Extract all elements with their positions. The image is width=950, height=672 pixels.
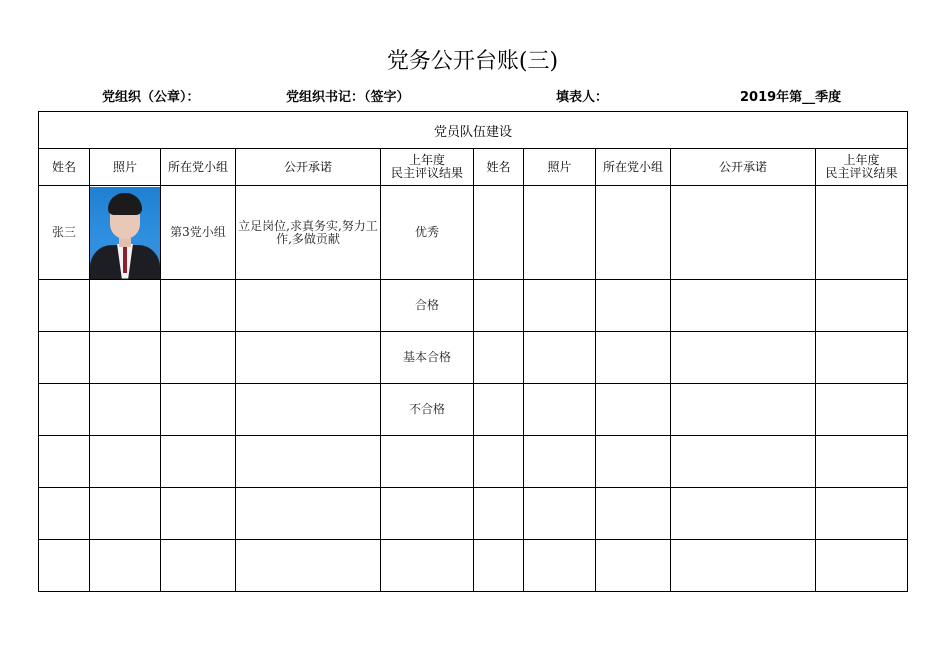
empty-cell — [596, 540, 671, 592]
member-photo-cell — [90, 186, 161, 280]
member-photo-cell — [90, 488, 161, 540]
empty-cell — [816, 186, 908, 280]
header-review-line2: 民主评议结果 — [390, 166, 463, 180]
header-group-right: 所在党小组 — [596, 149, 671, 186]
empty-cell — [524, 186, 596, 280]
table-row — [39, 186, 908, 280]
header-photo-right: 照片 — [524, 149, 596, 186]
member-promise-cell — [236, 332, 381, 384]
header-review-right — [816, 149, 908, 186]
empty-cell — [474, 436, 524, 488]
empty-cell — [596, 488, 671, 540]
empty-cell — [596, 384, 671, 436]
member-promise-cell — [236, 436, 381, 488]
member-group-cell — [161, 436, 236, 488]
table-row — [39, 488, 908, 540]
member-group-cell: 第3党小组 — [161, 186, 236, 280]
empty-cell — [474, 540, 524, 592]
empty-cell — [596, 332, 671, 384]
empty-cell — [524, 384, 596, 436]
header-photo: 照片 — [90, 149, 161, 186]
header-review-right-line1: 上年度 — [843, 153, 880, 167]
member-promise-cell — [236, 488, 381, 540]
header-review-right-line2: 民主评议结果 — [825, 166, 898, 180]
member-photo-cell — [90, 280, 161, 332]
empty-cell — [671, 384, 816, 436]
header-review — [381, 149, 474, 186]
empty-cell — [524, 332, 596, 384]
header-name-right: 姓名 — [474, 149, 524, 186]
member-name-cell — [39, 488, 90, 540]
member-group-cell — [161, 332, 236, 384]
empty-cell — [816, 540, 908, 592]
member-review-cell — [381, 540, 474, 592]
empty-cell — [671, 332, 816, 384]
empty-cell — [671, 488, 816, 540]
member-photo-cell — [90, 332, 161, 384]
header-row — [39, 149, 908, 186]
header-name: 姓名 — [39, 149, 90, 186]
member-group-cell — [161, 540, 236, 592]
empty-cell — [474, 186, 524, 280]
quarter-period-label: 2019年第__季度 — [740, 90, 842, 105]
table-row — [39, 436, 908, 488]
empty-cell — [524, 488, 596, 540]
member-promise-cell: 立足岗位,求真务实,努力工作,多做贡献 — [236, 186, 381, 280]
empty-cell — [474, 488, 524, 540]
member-group-cell — [161, 280, 236, 332]
section-title: 党员队伍建设 — [39, 112, 908, 149]
header-promise-right: 公开承诺 — [671, 149, 816, 186]
member-promise-cell — [236, 384, 381, 436]
empty-cell — [816, 384, 908, 436]
member-group-cell — [161, 488, 236, 540]
table-row — [39, 280, 908, 332]
header-review-line1: 上年度 — [408, 153, 445, 167]
empty-cell — [671, 436, 816, 488]
table-row — [39, 540, 908, 592]
empty-cell — [474, 280, 524, 332]
member-review-cell: 基本合格 — [381, 332, 474, 384]
member-name-cell — [39, 436, 90, 488]
empty-cell — [474, 384, 524, 436]
empty-cell — [816, 280, 908, 332]
empty-cell — [596, 186, 671, 280]
header-group: 所在党小组 — [161, 149, 236, 186]
member-photo-cell — [90, 436, 161, 488]
member-group-cell — [161, 384, 236, 436]
empty-cell — [596, 436, 671, 488]
member-name-cell — [39, 384, 90, 436]
empty-cell — [524, 436, 596, 488]
section-title-row — [39, 112, 908, 149]
table-row — [39, 332, 908, 384]
empty-cell — [474, 332, 524, 384]
member-name-cell — [39, 332, 90, 384]
party-member-ledger-table — [38, 111, 908, 592]
party-secretary-signature-label: 党组织书记：（签字） — [286, 90, 410, 105]
member-review-cell: 合格 — [381, 280, 474, 332]
member-review-cell — [381, 488, 474, 540]
empty-cell — [816, 332, 908, 384]
empty-cell — [524, 540, 596, 592]
empty-cell — [524, 280, 596, 332]
member-name-cell — [39, 280, 90, 332]
filler-label: 填表人： — [556, 90, 609, 105]
header-promise: 公开承诺 — [236, 149, 381, 186]
empty-cell — [671, 540, 816, 592]
member-promise-cell — [236, 280, 381, 332]
empty-cell — [671, 186, 816, 280]
member-photo-cell — [90, 540, 161, 592]
empty-cell — [816, 436, 908, 488]
document-title: 党务公开台账(三) — [386, 49, 559, 74]
table-row — [39, 384, 908, 436]
member-portrait-icon — [90, 187, 160, 279]
party-org-seal-label: 党组织（公章）： — [102, 90, 200, 105]
member-review-cell: 优秀 — [381, 186, 474, 280]
empty-cell — [671, 280, 816, 332]
member-review-cell — [381, 436, 474, 488]
member-photo-cell — [90, 384, 161, 436]
member-review-cell: 不合格 — [381, 384, 474, 436]
empty-cell — [596, 280, 671, 332]
member-name-cell — [39, 540, 90, 592]
member-name-cell: 张三 — [39, 186, 90, 280]
member-promise-cell — [236, 540, 381, 592]
empty-cell — [816, 488, 908, 540]
